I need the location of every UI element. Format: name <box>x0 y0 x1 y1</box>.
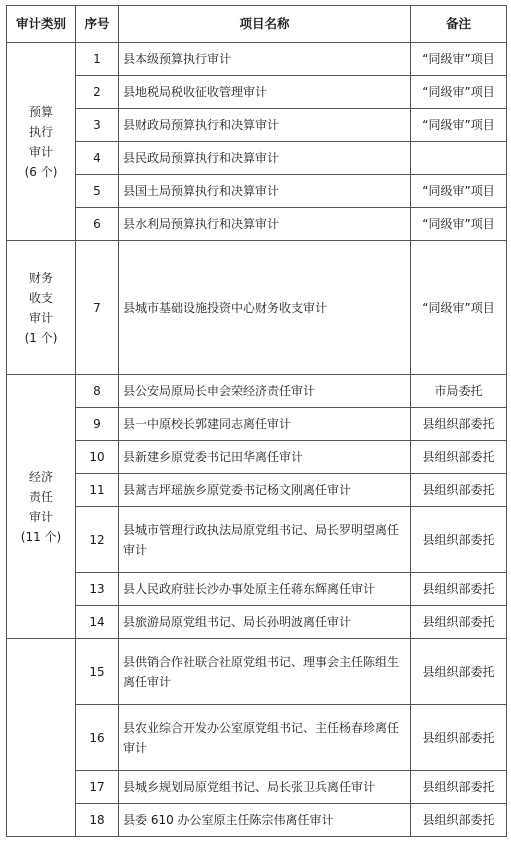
note-cell: “同级审”项目 <box>411 76 507 109</box>
project-name-cell: 县城乡规划局原党组书记、局长张卫兵离任审计 <box>119 771 411 804</box>
category-budget <box>7 43 76 241</box>
category-economic <box>7 375 76 639</box>
category-line: (11 个) <box>20 529 62 544</box>
table-row <box>7 109 507 142</box>
category-line: (1 个) <box>24 330 58 345</box>
seq-cell: 2 <box>76 76 119 109</box>
note-cell: 县组织部委托 <box>411 705 507 771</box>
category-line: 收支 <box>28 290 53 305</box>
header-name: 项目名称 <box>119 6 411 43</box>
project-name-cell: 县新建乡原党委书记田华离任审计 <box>119 441 411 474</box>
category-line: 审计 <box>28 509 53 524</box>
table-row <box>7 142 507 175</box>
header-row <box>7 6 507 43</box>
seq-cell: 6 <box>76 208 119 241</box>
seq-cell: 8 <box>76 375 119 408</box>
note-cell: “同级审”项目 <box>411 175 507 208</box>
seq-cell: 11 <box>76 474 119 507</box>
table-row <box>7 474 507 507</box>
project-name-cell: 县人民政府驻长沙办事处原主任蒋东辉离任审计 <box>119 573 411 606</box>
table-row <box>7 208 507 241</box>
seq-cell: 16 <box>76 705 119 771</box>
table-row <box>7 43 507 76</box>
project-name-cell: 县城市基础设施投资中心财务收支审计 <box>119 241 411 375</box>
category-finance <box>7 241 76 375</box>
seq-cell: 10 <box>76 441 119 474</box>
seq-cell: 3 <box>76 109 119 142</box>
table-row <box>7 705 507 771</box>
seq-cell: 4 <box>76 142 119 175</box>
project-name-cell: 县一中原校长郭建同志离任审计 <box>119 408 411 441</box>
table-row <box>7 804 507 837</box>
header-seq: 序号 <box>76 6 119 43</box>
project-name-cell: 县财政局预算执行和决算审计 <box>119 109 411 142</box>
table-row <box>7 408 507 441</box>
seq-cell: 7 <box>76 241 119 375</box>
table-row <box>7 573 507 606</box>
note-cell: 县组织部委托 <box>411 573 507 606</box>
seq-cell: 13 <box>76 573 119 606</box>
project-name-cell: 县民政局预算执行和决算审计 <box>119 142 411 175</box>
category-line: 审计 <box>28 144 53 159</box>
seq-cell: 15 <box>76 639 119 705</box>
seq-cell: 14 <box>76 606 119 639</box>
project-name-cell: 县旅游局原党组书记、局长孙明波离任审计 <box>119 606 411 639</box>
note-cell: 县组织部委托 <box>411 507 507 573</box>
category-line: 经济 <box>28 469 53 484</box>
seq-cell: 18 <box>76 804 119 837</box>
table-row <box>7 771 507 804</box>
note-cell: “同级审”项目 <box>411 109 507 142</box>
seq-cell: 9 <box>76 408 119 441</box>
note-cell: “同级审”项目 <box>411 43 507 76</box>
audit-project-table <box>6 5 507 837</box>
category-line: 预算 <box>28 104 53 119</box>
project-name-cell: 县城市管理行政执法局原党组书记、局长罗明望离任审计 <box>119 507 411 573</box>
project-name-cell: 县水利局预算执行和决算审计 <box>119 208 411 241</box>
category-line: 财务 <box>28 270 53 285</box>
table-row <box>7 606 507 639</box>
table-row <box>7 639 507 705</box>
header-category: 审计类别 <box>7 6 76 43</box>
note-cell: 县组织部委托 <box>411 408 507 441</box>
header-note: 备注 <box>411 6 507 43</box>
project-name-cell: 县供销合作社联合社原党组书记、理事会主任陈组生离任审计 <box>119 639 411 705</box>
project-name-cell: 县蒿吉坪瑶族乡原党委书记杨文刚离任审计 <box>119 474 411 507</box>
project-name-cell: 县公安局原局长申会荣经济责任审计 <box>119 375 411 408</box>
category-empty-cell <box>7 639 76 837</box>
note-cell: 县组织部委托 <box>411 474 507 507</box>
table-row <box>7 441 507 474</box>
note-cell: 县组织部委托 <box>411 804 507 837</box>
category-line: 责任 <box>28 489 53 504</box>
table-row <box>7 375 507 408</box>
category-line: (6 个) <box>24 164 58 179</box>
category-line: 审计 <box>28 310 53 325</box>
seq-cell: 12 <box>76 507 119 573</box>
note-cell: 县组织部委托 <box>411 606 507 639</box>
category-line: 执行 <box>28 124 53 139</box>
table-row <box>7 76 507 109</box>
project-name-cell: 县本级预算执行审计 <box>119 43 411 76</box>
note-cell: “同级审”项目 <box>411 208 507 241</box>
seq-cell: 5 <box>76 175 119 208</box>
project-name-cell: 县农业综合开发办公室原党组书记、主任杨春珍离任审计 <box>119 705 411 771</box>
note-cell: 市局委托 <box>411 375 507 408</box>
seq-cell: 17 <box>76 771 119 804</box>
table-row <box>7 241 507 375</box>
note-cell: 县组织部委托 <box>411 771 507 804</box>
note-cell: “同级审”项目 <box>411 241 507 375</box>
table-row <box>7 175 507 208</box>
note-cell: 县组织部委托 <box>411 639 507 705</box>
seq-cell: 1 <box>76 43 119 76</box>
project-name-cell: 县国土局预算执行和决算审计 <box>119 175 411 208</box>
project-name-cell: 县委 610 办公室原主任陈宗伟离任审计 <box>119 804 411 837</box>
table-row <box>7 507 507 573</box>
project-name-cell: 县地税局税收征收管理审计 <box>119 76 411 109</box>
note-cell <box>411 142 507 175</box>
note-cell: 县组织部委托 <box>411 441 507 474</box>
